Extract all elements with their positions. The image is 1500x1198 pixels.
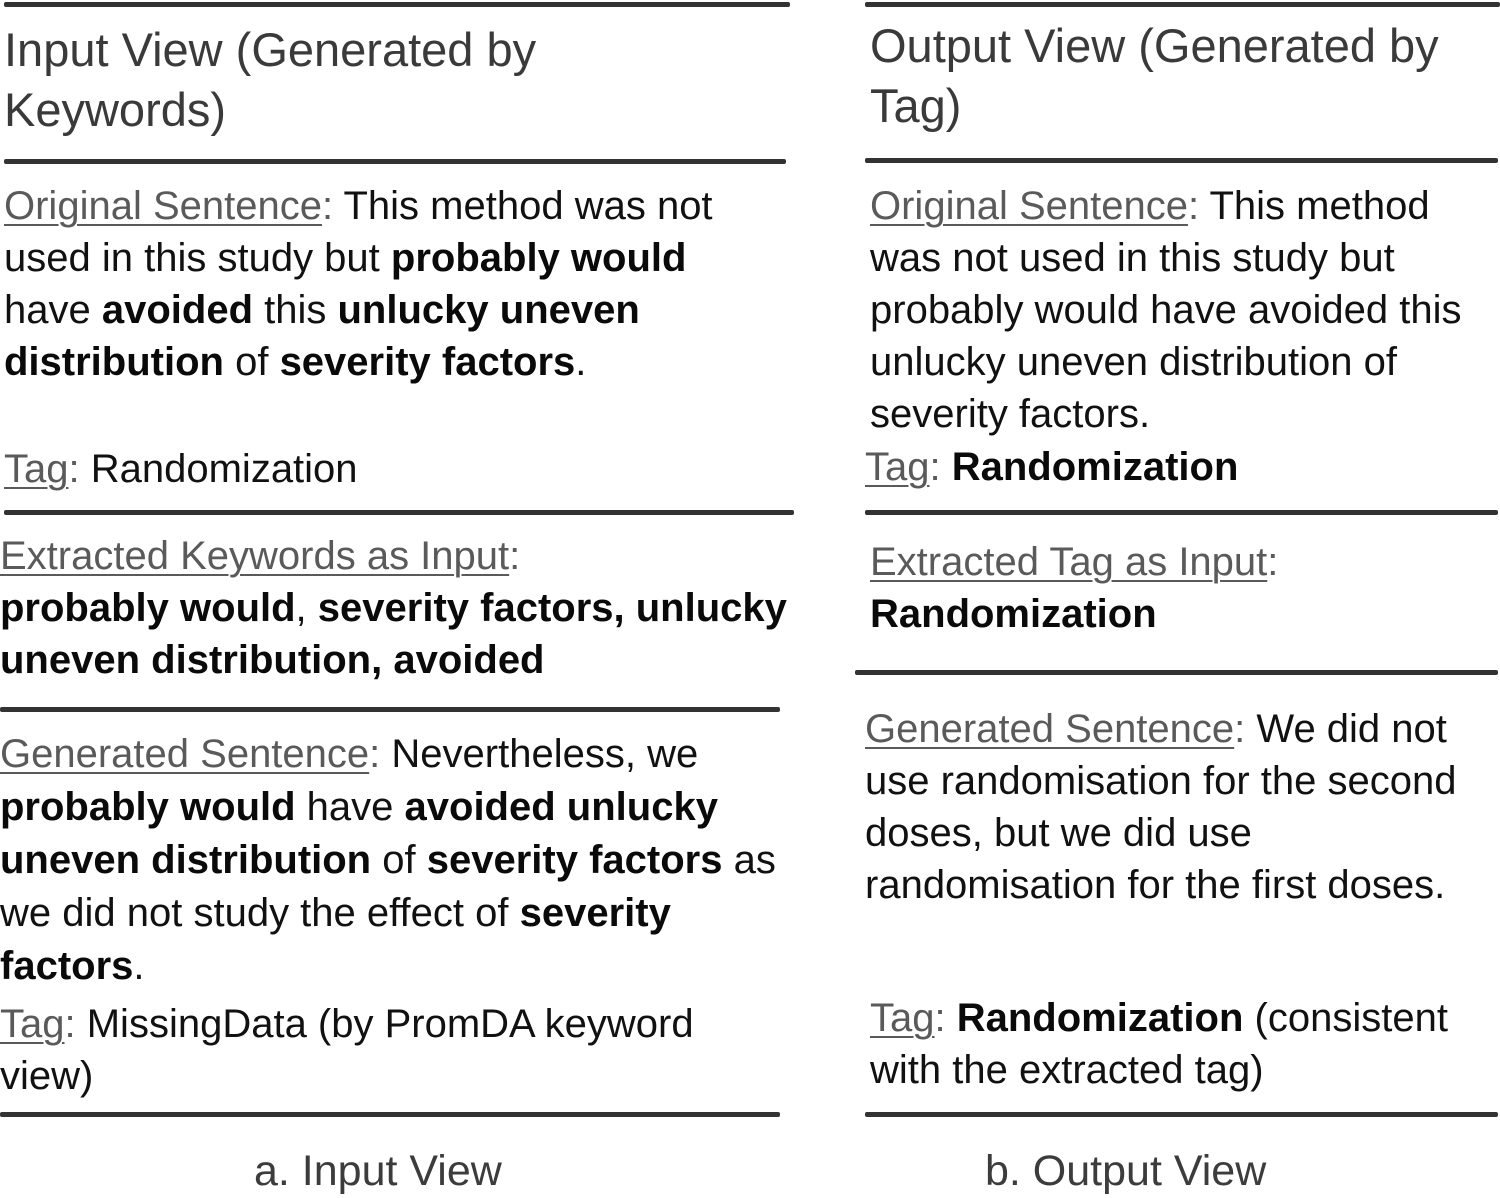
bold-keyword: severity factors [0,891,671,988]
extracted-tag-block: Extracted Tag as Input: Randomization [870,540,1279,636]
generated-sentence-text: We did not use randomisation for the second doses, but we did use randomisation for the first doses. [865,707,1457,907]
tag-value: Randomization [951,445,1239,489]
original-sentence-label: Original Sentence [870,184,1188,228]
text-segment: . [133,944,145,988]
output-view-header: Output View (Generated by Tag) [870,19,1439,132]
generated-tag-value: MissingData (by PromDA keyword view) [0,1002,694,1098]
generated-tag-line: Tag: Randomization (consistent with the extracted tag) [870,996,1448,1092]
keywords-block: Extracted Keywords as Input: probably would, severity factors, unlucky uneven distribution, avoided [0,534,787,682]
generated-sentence-block: Generated Sentence: We did not use randomisation for the second doses, but we did use randomisation for the first doses. [865,707,1457,907]
text-segment: Nevertheless, we [391,732,699,776]
input-view-caption: a. Input View [254,1147,502,1195]
section-rule [865,510,1498,515]
text-segment: this [253,288,338,332]
text-segment: of [371,838,427,882]
generated-sentence-label: Generated Sentence [0,732,370,776]
section-rule [4,510,794,515]
bold-keyword: probably would [0,785,296,829]
bottom-rule [865,1112,1498,1117]
keywords-label: Extracted Keywords as Input [0,534,510,578]
bold-keyword: avoided unlucky uneven distribution [0,785,718,882]
original-sentence-label: Original Sentence [4,184,322,228]
text-segment: . [575,340,587,384]
section-rule [855,670,1498,675]
generated-tag-label: Tag [870,996,935,1040]
tag-label: Tag [4,447,69,491]
generated-tag-value: Randomization [956,996,1244,1040]
original-sentence-block: Original Sentence: This method was not used in this study but probably would have avoided this unlucky uneven distribution of severity factors. [4,184,713,384]
text-segment: have [295,785,405,829]
input-view-header: Input View (Generated by Keywords) [4,23,537,136]
bold-keyword: severity factors [426,838,723,882]
tag-value: Randomization [90,447,358,491]
section-rule [0,707,780,712]
top-rule [4,2,790,7]
bold-keyword: probably would [390,236,687,280]
top-rule [865,2,1500,7]
text-segment: as we did not study the effect of [0,838,776,935]
header-rule [4,159,786,164]
text-segment: , [295,586,318,630]
output-view-caption: b. Output View [985,1147,1267,1195]
generated-tag-note: (consistent with the extracted tag) [870,996,1448,1092]
bold-keyword: unlucky uneven distribution [4,288,640,384]
text-segment: of [223,340,280,384]
generated-sentence-label: Generated Sentence [865,707,1235,751]
tag-line: Tag: Randomization [865,445,1239,489]
text-segment: This method was not used in this study but [4,184,713,280]
original-sentence-text: This method was not used in this study but probably would have avoided this unlucky uneven distribution of severity factors. [870,184,1462,436]
bold-keyword: severity factors [279,340,576,384]
bold-keyword: probably would [0,586,296,630]
bottom-rule [0,1112,780,1117]
tag-line: Tag: Randomization [4,447,358,491]
tag-label: Tag [865,445,930,489]
original-sentence-block: Original Sentence: This method was not used in this study but probably would have avoided this unlucky uneven distribution of severity factors. [870,184,1462,436]
bold-keyword: severity factors [317,586,614,630]
generated-sentence-block: Generated Sentence: Nevertheless, we probably would have avoided unlucky uneven distribution of severity factors as we did not study the effect of severity factors. [0,732,776,988]
keywords-text [0,586,787,682]
text-segment: have [4,288,102,332]
bold-keyword: , unlucky uneven distribution, avoided [0,586,787,682]
header-rule [865,158,1498,163]
bold-keyword: avoided [101,288,254,332]
generated-tag-line: Tag: MissingData (by PromDA keyword view) [0,1002,694,1098]
extracted-tag-label: Extracted Tag as Input [870,540,1268,584]
generated-tag-label: Tag [0,1002,65,1046]
extracted-tag-value: Randomization [870,592,1157,636]
